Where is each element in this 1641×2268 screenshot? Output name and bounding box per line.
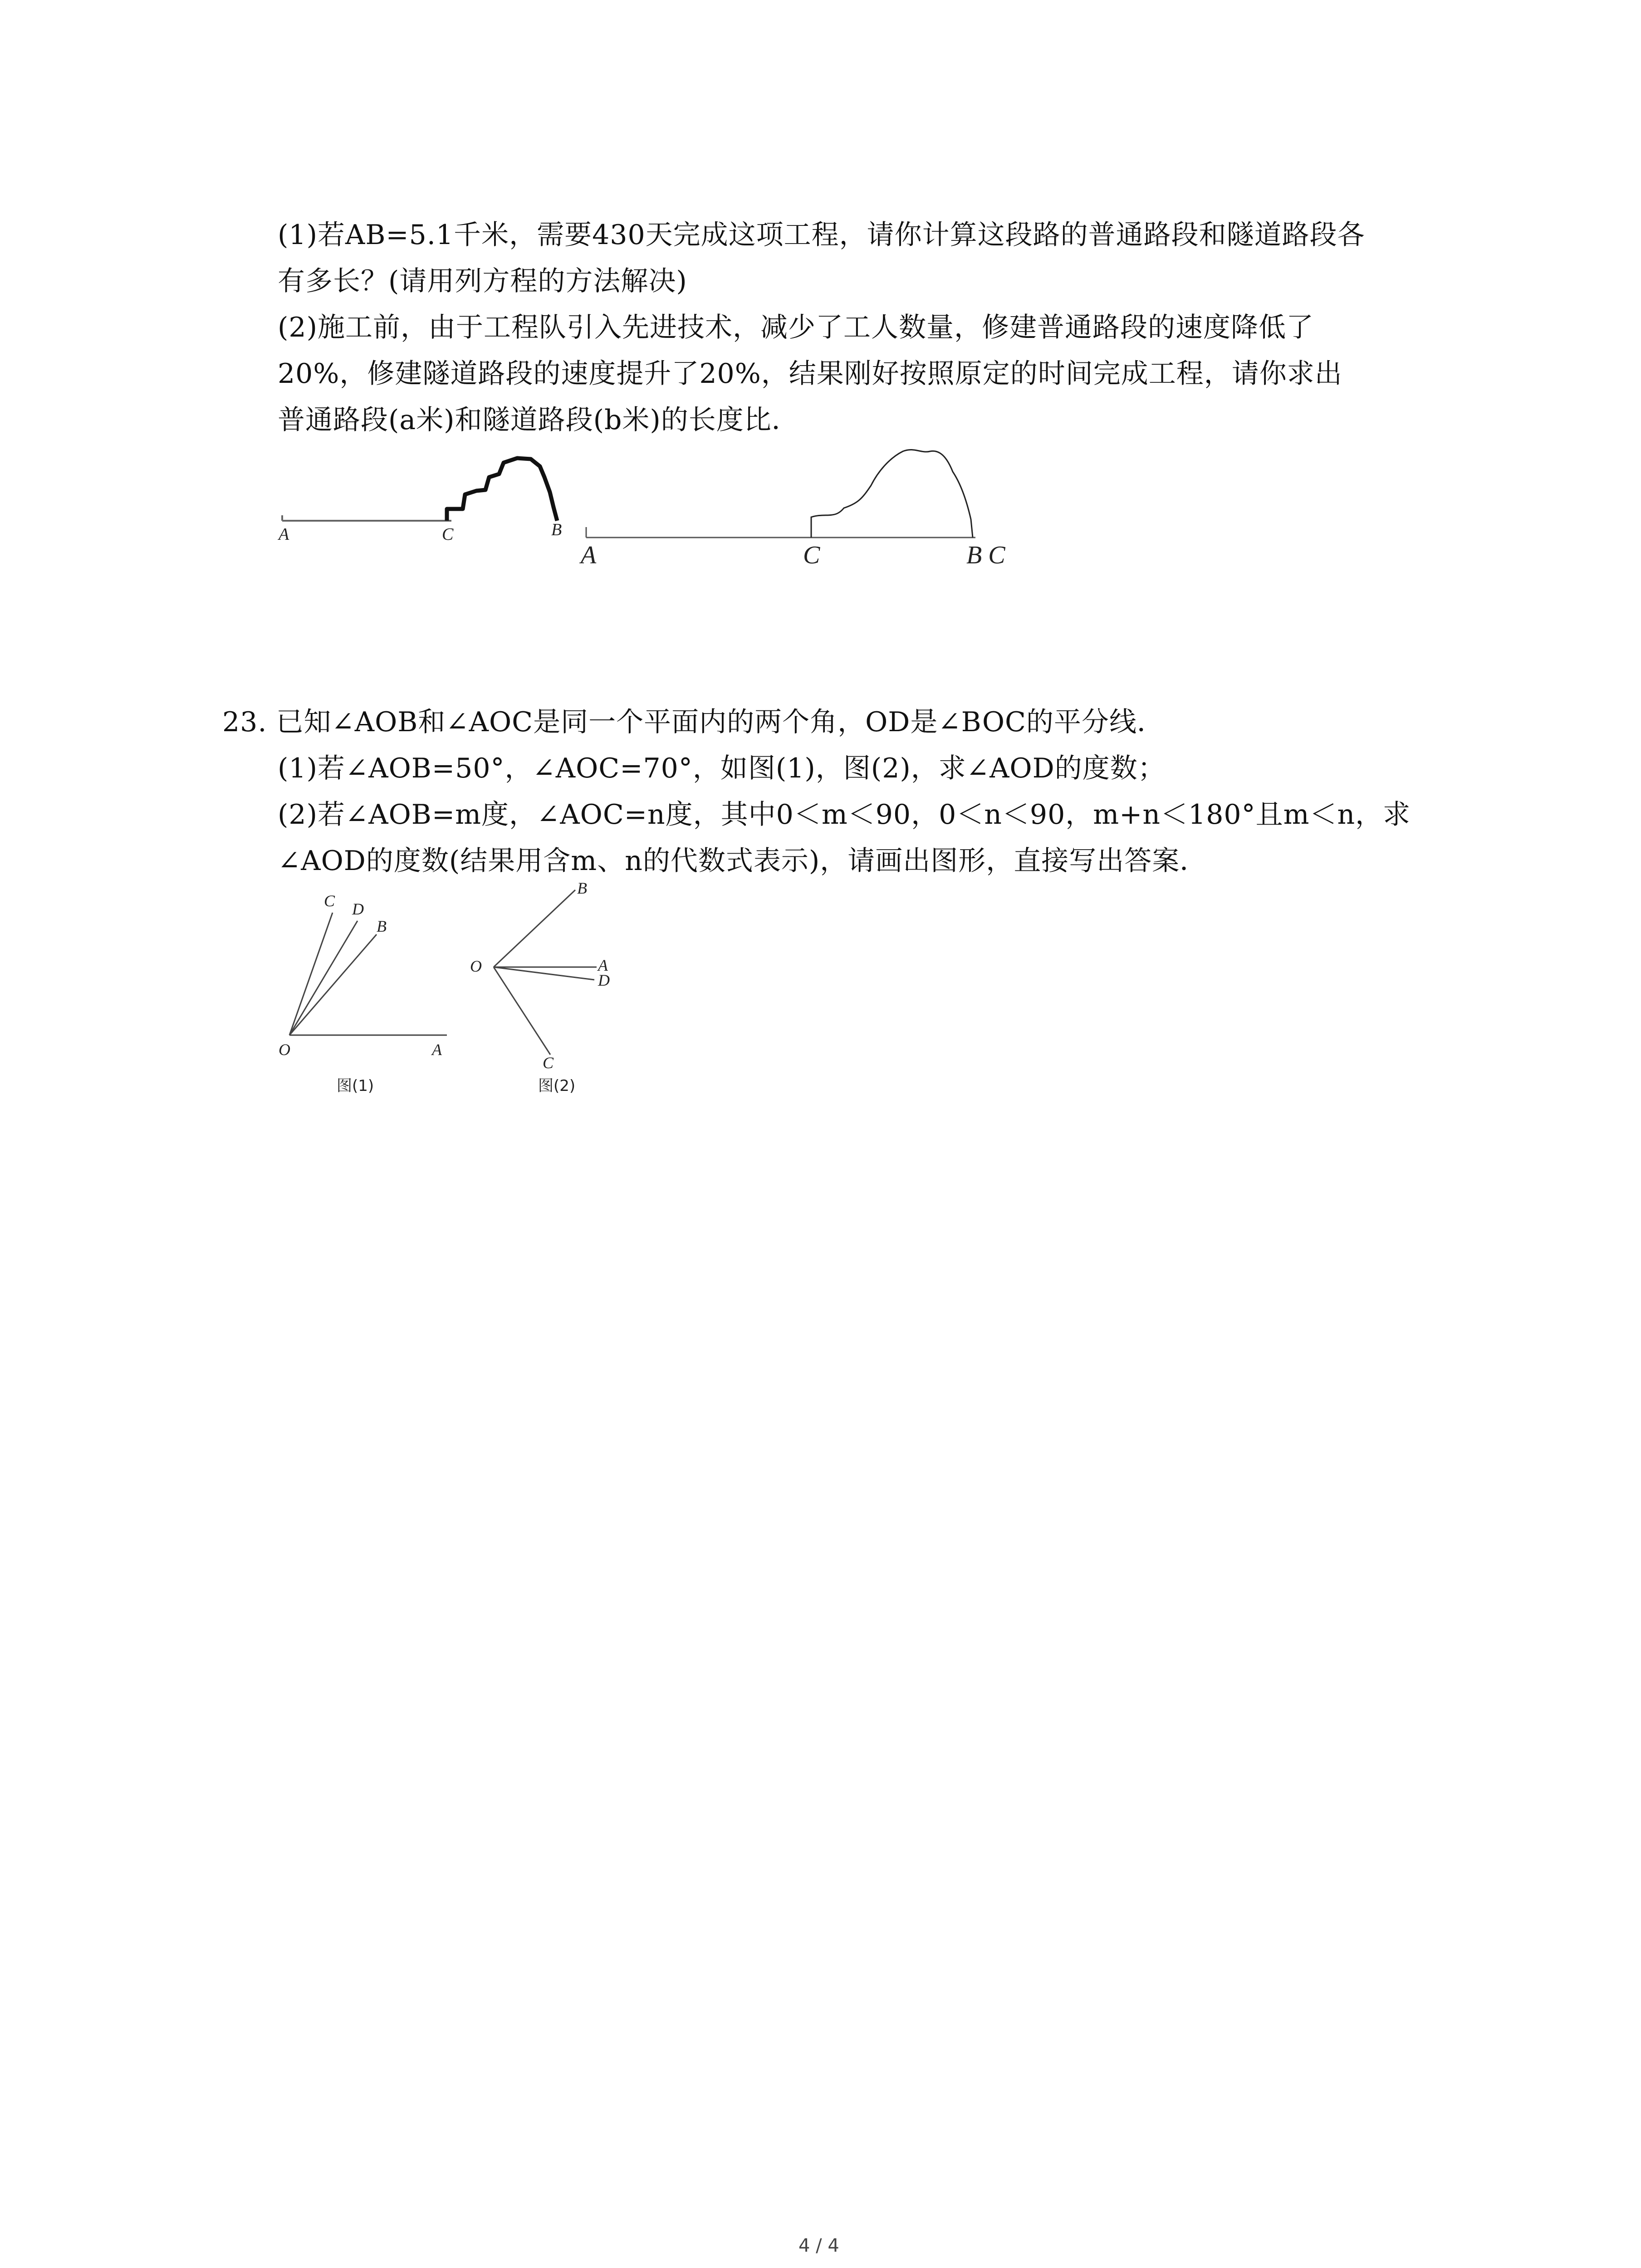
label-C: C (324, 892, 335, 910)
label-A: A (598, 956, 608, 974)
ray-OB (494, 890, 575, 967)
label-C: C (543, 1054, 554, 1072)
page-number: 4 / 4 (798, 2235, 839, 2256)
road-line (586, 527, 975, 538)
label-A: A (581, 541, 597, 569)
q22-figure-right (581, 435, 1034, 576)
q23-part2-line2: ∠AOD的度数(结果用含m、n的代数式表示)，请画出图形，直接写出答案． (278, 845, 1208, 877)
label-A: A (279, 525, 289, 544)
q22-part2-line2: 20%，修建隧道路段的速度提升了20%，结果刚好按照原定的时间完成工程，请你求出 (278, 358, 1342, 390)
label-D: D (352, 900, 364, 918)
figure-2-caption: 图(2) (538, 1077, 576, 1095)
ray-OD (494, 967, 594, 980)
label-C: C (803, 541, 820, 569)
label-BC: B C (966, 541, 1005, 569)
label-A: A (432, 1041, 442, 1059)
label-C: C (442, 525, 454, 544)
q23-part2-line1: (2)若∠AOB=m度，∠AOC=n度，其中0＜m＜90，0＜n＜90，m+n＜180°且m＜n，求 (278, 799, 1411, 831)
q23-figure-2 (463, 875, 653, 1070)
label-D: D (598, 971, 610, 989)
mountain-outline (811, 450, 973, 538)
ray-OB (289, 934, 377, 1035)
mountain-outline (447, 458, 557, 521)
label-B: B (377, 917, 387, 935)
q22-part2-line3: 普通路段(a米)和隧道路段(b米)的长度比． (278, 404, 799, 436)
label-O: O (279, 1041, 290, 1059)
q23-part1: (1)若∠AOB=50°，∠AOC=70°，如图(1)，图(2)，求∠AOD的度数； (278, 753, 1166, 784)
q23-figure-1 (268, 885, 476, 1066)
label-B: B (577, 879, 587, 897)
q22-part1-line1: (1)若AB=5.1千米，需要430天完成这项工程，请你计算这段路的普通路段和隧道路段各 (278, 219, 1365, 251)
label-B: B (551, 520, 562, 539)
label-O: O (470, 957, 482, 975)
q22-part1-line2: 有多长？(请用列方程的方法解决) (278, 265, 687, 297)
q22-part2-line1: (2)施工前，由于工程队引入先进技术，减少了工人数量，修建普通路段的速度降低了 (278, 312, 1314, 343)
q22-figure-left (272, 449, 590, 562)
figure-1-caption: 图(1) (337, 1077, 374, 1095)
ray-OC (494, 967, 550, 1055)
q23-stem: 23. 已知∠AOB和∠AOC是同一个平面内的两个角，OD是∠BOC的平分线． (222, 706, 1165, 738)
road-line (282, 515, 451, 521)
